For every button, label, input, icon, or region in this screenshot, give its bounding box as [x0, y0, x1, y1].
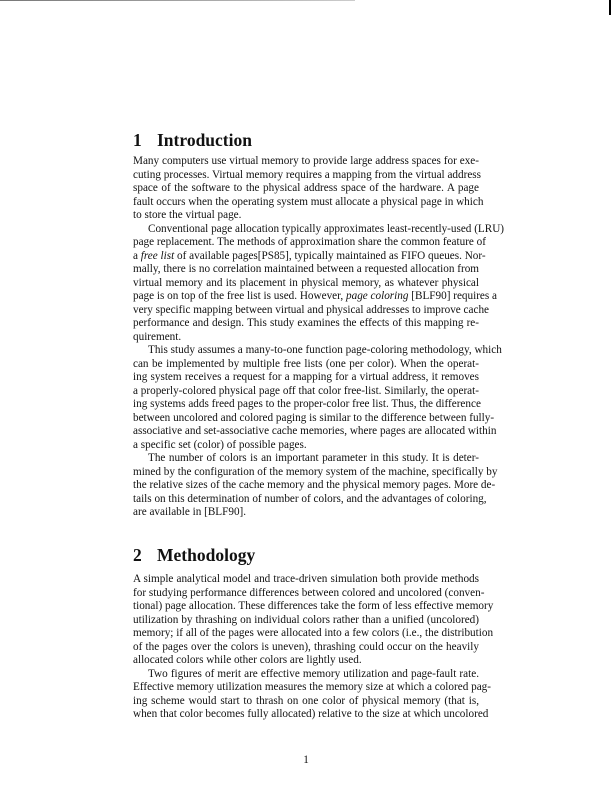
text-line: Conventional page allocation typically approximates least-recently-used (LRU) [148, 222, 505, 235]
text-line: Many computers use virtual memory to provide large address spaces for exe- [133, 155, 479, 167]
text-line: mally, there is no correlation maintained between a requested allocation from [133, 263, 479, 275]
text-segment: [BLF90] requires a [408, 290, 498, 302]
text-line: This study assumes a many-to-one function page-coloring methodology, which [148, 344, 502, 356]
text-line: The number of colors is an important parameter in this study. It is deter- [148, 452, 479, 464]
section-number: 1 [133, 130, 142, 150]
text-line: very specific mapping between virtual and physical addresses to improve cache [133, 303, 490, 316]
text-line: a specific set (color) of possible pages. [133, 438, 307, 451]
section-title: Introduction [157, 130, 252, 150]
text-line: page replacement. The methods of approximation share the common feature of [133, 236, 487, 248]
paragraph [133, 452, 498, 520]
text-line [133, 249, 486, 264]
page-number: 1 [303, 754, 309, 766]
paragraph [133, 344, 502, 452]
text-line: memory; if all of the pages were allocated into a few colors (i.e., the distribution [133, 627, 494, 639]
emphasized-term: free list [140, 249, 175, 262]
text-line: for studying performance differences between colored and uncolored (conven- [133, 586, 485, 599]
paragraph [133, 155, 484, 223]
text-line: Two figures of merit are effective memory utilization and page-fault rate. [148, 667, 479, 680]
text-line: ing systems adds freed pages to the proper-color free list. Thus, the difference [133, 398, 481, 410]
text-line: ing system receives a request for a mapping for a virtual address, it removes [133, 371, 479, 383]
text-segment: a [133, 249, 141, 262]
section-title: Methodology [157, 545, 256, 565]
text-line: the relative sizes of the cache memory and the physical memory pages. More de- [133, 479, 496, 491]
section-body-methodology [133, 573, 494, 722]
text-line: utilization by thrashing on individual colors rather than a unified (uncolored) [133, 613, 479, 626]
text-line: tional) page allocation. These differences take the form of less effective memory [133, 600, 494, 612]
text-segment: page is on top of the free list is used. However, [133, 290, 346, 302]
text-line: mined by the configuration of the memory system of the machine, specifically by [133, 465, 498, 478]
text-line: quirement. [133, 330, 182, 343]
section-heading-introduction [133, 130, 252, 151]
paragraph [133, 222, 505, 345]
text-segment: of available pages[PS85], typically maintained as FIFO queues. Nor- [174, 249, 486, 262]
text-line: allocated colors while other colors are lightly used. [133, 654, 362, 666]
text-line: tails on this determination of number of colors, and the advantages of coloring, [133, 492, 487, 505]
text-line: a properly-colored physical page off that color free-list. Similarly, the operat- [133, 384, 479, 397]
text-line: fault occurs when the operating system must allocate a physical page in which [133, 195, 484, 208]
text-line: space of the software to the physical address space of the hardware. A page [133, 182, 479, 194]
section-number: 2 [133, 545, 142, 565]
text-line: when that color becomes fully allocated) relative to the size at which uncolored [133, 708, 489, 720]
text-line: ing scheme would start to thrash on one color of physical memory (that is, [133, 694, 479, 707]
paragraph [133, 573, 494, 668]
text-line: associative and set-associative cache memories, where pages are allocated within [133, 425, 497, 437]
text-line: between uncolored and colored paging is similar to the difference between fully- [133, 411, 495, 424]
scan-artifact-line [0, 0, 355, 1]
scan-edge-mark [609, 0, 611, 15]
text-line: performance and design. This study examines the effects of this mapping re- [133, 317, 479, 329]
text-line: to store the virtual page. [133, 209, 242, 221]
text-line: of the pages over the colors is uneven), thrashing could occur on the heavily [133, 640, 479, 653]
section-body-introduction [133, 155, 505, 520]
text-line: virtual memory and its placement in physical memory, as whatever physical [133, 276, 479, 289]
text-line: A simple analytical model and trace-driven simulation both provide methods [133, 573, 479, 585]
text-line: are available in [BLF90]. [133, 506, 247, 518]
section-heading-methodology [133, 545, 255, 566]
emphasized-term: page coloring [346, 290, 409, 302]
text-line: cuting processes. Virtual memory requires a mapping from the virtual address [133, 168, 482, 181]
paragraph [133, 667, 491, 722]
text-line: Effective memory utilization measures the memory size at which a colored pag- [133, 681, 491, 693]
text-line: can be implemented by multiple free lists (one per color). When the operat- [133, 357, 479, 370]
text-line [133, 290, 498, 304]
